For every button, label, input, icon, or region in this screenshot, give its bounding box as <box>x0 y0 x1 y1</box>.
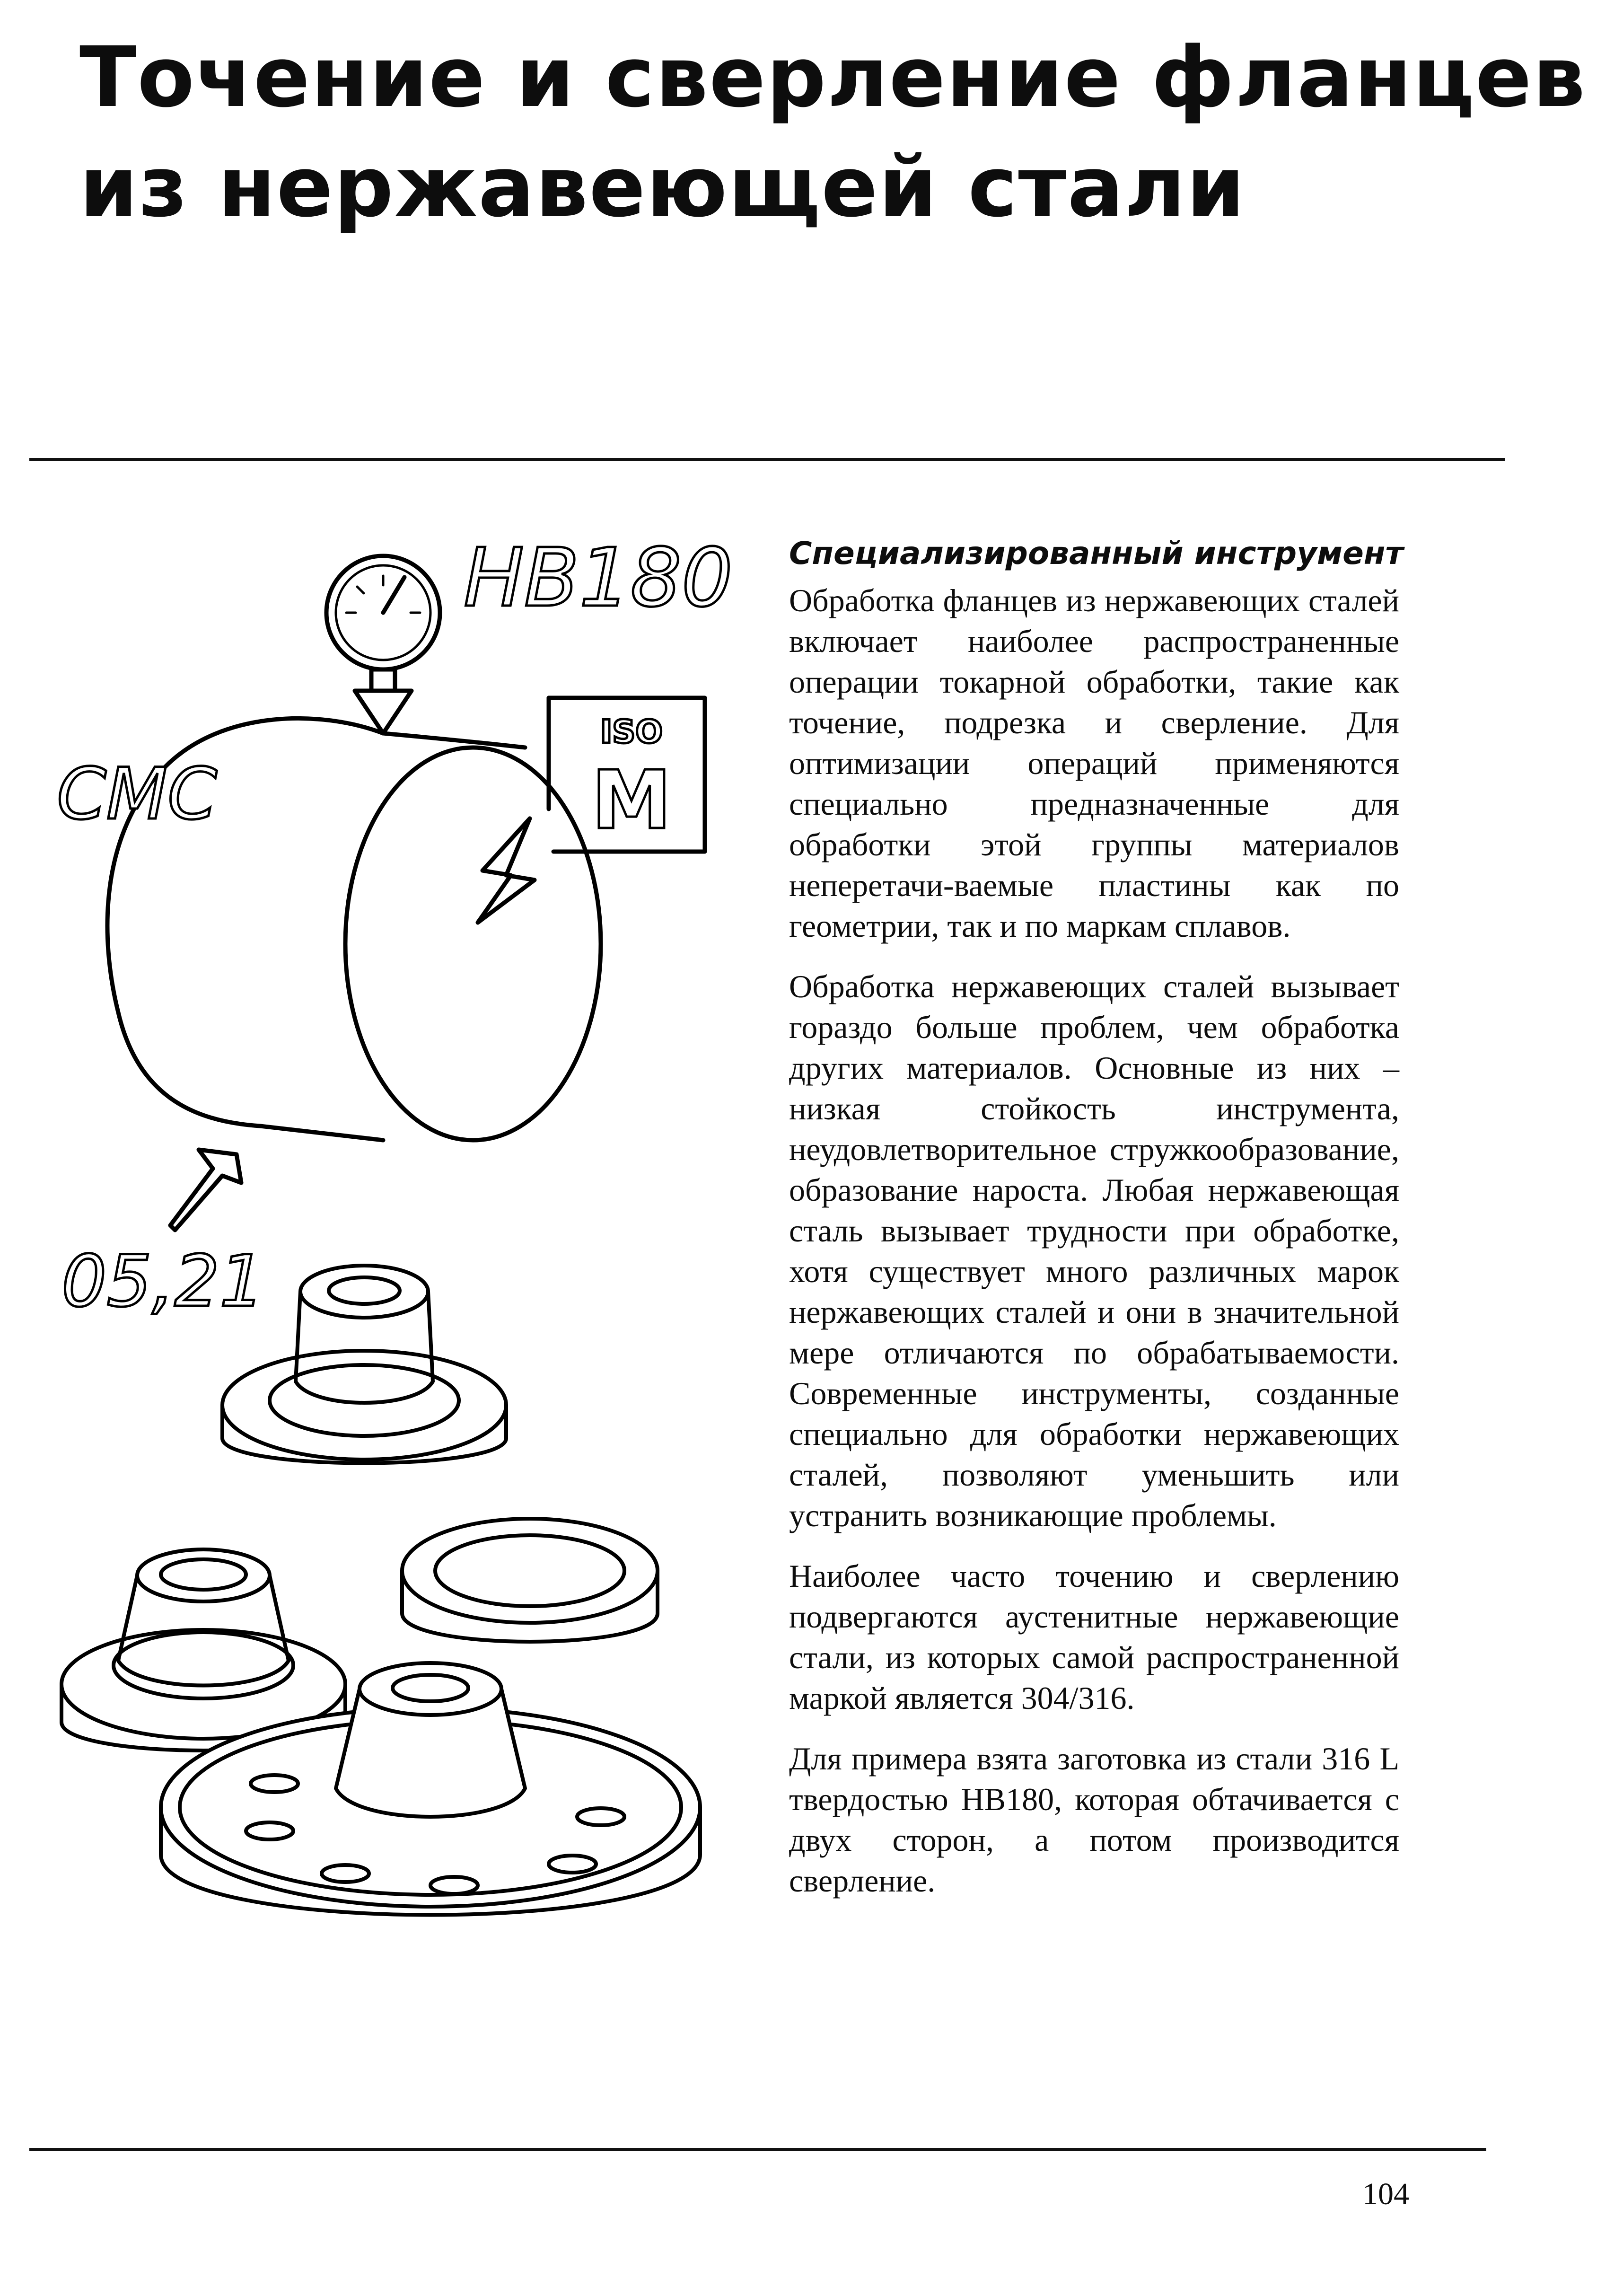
illustration-svg <box>57 511 776 2001</box>
material-label: CMC <box>57 753 217 836</box>
paragraph-4: Для примера взята заготовка из стали 316 L твердостью HB180, которая обтачивается с двух сторон, а потом производится сверление. <box>789 1741 1399 1899</box>
pressure-gauge-icon <box>326 556 440 733</box>
flange-stack <box>61 1266 700 1915</box>
title-line-1: Точение и сверление фланцев <box>79 29 1587 126</box>
title-line-2: из нержавеющей стали <box>79 139 1246 236</box>
paragraph-2: Обработка нержавеющих сталей вызывает гораздо больше проблем, чем обработка других материалов. Основные из них – низкая стойкость инструмента, неудовлетворительное стружкообразование, образование нароста. Любая нержавеющая сталь вызывает трудности при обработке, хотя существует много различных марок нержавеющих сталей и они в значительной мере отличаются по обрабатываемости. Современные инструменты, созданные специально для обработки нержавеющих сталей, позволяют уменьшить или устранить возникающие проблемы. <box>789 968 1399 1533</box>
code-label: 05,21 <box>61 1240 265 1323</box>
bottom-divider <box>29 2148 1486 2151</box>
hardness-label: HB180 <box>464 531 733 625</box>
top-divider <box>29 458 1505 461</box>
article-column <box>789 530 1404 1921</box>
illustration <box>57 511 776 2001</box>
arrow-icon <box>170 1150 241 1230</box>
page-title <box>79 23 1587 242</box>
page-number: 104 <box>1362 2177 1409 2211</box>
iso-label: ISO <box>600 713 663 751</box>
paragraph-1: Обработка фланцев из нержавеющих сталей включает наиболее распространенные операции токарной обработки, такие как точение, подрезка и сверление. Для оптимизации операций применяются специально предназначенные для обработки этой группы материалов неперетачи-ваемые пластины как по геометрии, так и по маркам сплавов. <box>789 582 1399 944</box>
iso-group-label: M <box>591 754 672 847</box>
paragraph-3: Наиболее часто точению и сверлению подвергаются аустенитные нержавеющие стали, из которых самой распространенной маркой является 304/316. <box>789 1558 1399 1716</box>
section-subheading: Специализированный инструмент <box>789 535 1404 572</box>
